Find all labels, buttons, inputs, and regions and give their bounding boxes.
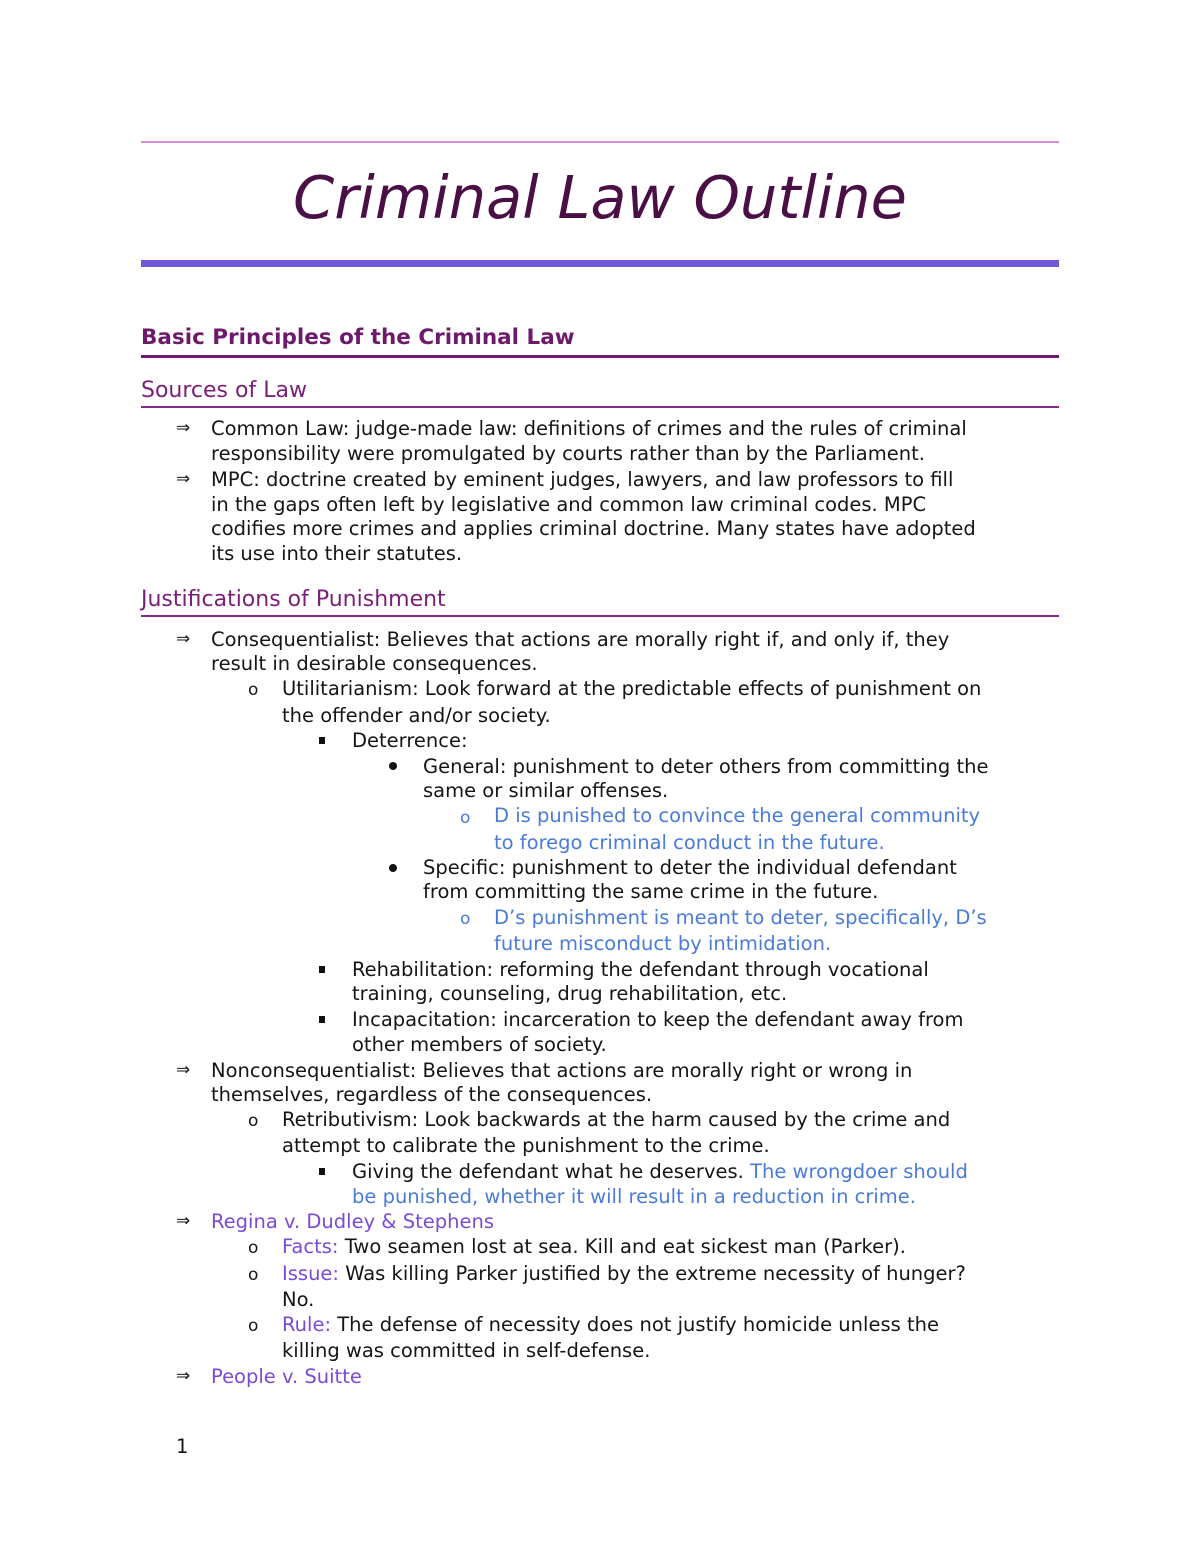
circle-marker: o [248, 1316, 259, 1336]
facts-text: Two seamen lost at sea. Kill and eat sickest man (Parker). [344, 1235, 906, 1258]
utilitarianism-line-2: the offender and/or society. [282, 704, 551, 727]
deserves-line-1 [352, 1159, 968, 1184]
document-title: Criminal Law Outline [293, 163, 907, 232]
square-bullet [319, 1168, 325, 1175]
dudley-rule-line-1 [282, 1312, 939, 1337]
dudley-issue-line-2: No. [282, 1288, 315, 1311]
square-bullet [319, 1016, 325, 1023]
round-bullet [389, 864, 397, 872]
case-suitte-name: People v. Suitte [211, 1365, 362, 1388]
square-bullet [319, 737, 325, 744]
consequentialist-line-2: result in desirable consequences. [211, 652, 538, 675]
general-note-line-1: D is punished to convince the general community [494, 804, 981, 827]
arrow-marker: ⇒ [176, 1366, 191, 1386]
retributivism-line-1: Retributivism: Look backwards at the harm caused by the crime and [282, 1108, 951, 1131]
nonconsequentialist-line-2: themselves, regardless of the consequences. [211, 1083, 653, 1106]
subheading-justifications: Justifications of Punishment [141, 585, 1059, 617]
nonconsequentialist-line-1: Nonconsequentialist: Believes that actions are morally right or wrong in [211, 1059, 913, 1082]
common-law-line-1: Common Law: judge-made law: definitions of crimes and the rules of criminal [211, 417, 967, 440]
section-heading: Basic Principles of the Criminal Law [141, 323, 1059, 358]
arrow-marker: ⇒ [176, 1211, 191, 1231]
mpc-line-3: codifies more crimes and applies criminal doctrine. Many states have adopted [211, 517, 976, 540]
mpc-line-4: its use into their statutes. [211, 542, 463, 565]
specific-note-line-2: future misconduct by intimidation. [494, 932, 832, 955]
circle-marker: o [248, 1265, 259, 1285]
specific-line-2: from committing the same crime in the future. [423, 880, 879, 903]
rehabilitation-line-2: training, counseling, drug rehabilitation, etc. [352, 982, 788, 1005]
deserves-note-2: be punished, whether it will result in a reduction in crime. [352, 1185, 916, 1208]
round-bullet [389, 762, 397, 770]
deserves-note-1: The wrongdoer should [750, 1160, 968, 1183]
mpc-line-1: MPC: doctrine created by eminent judges, lawyers, and law professors to fill [211, 468, 954, 491]
incapacitation-line-1: Incapacitation: incarceration to keep the defendant away from [352, 1008, 964, 1031]
square-bullet [319, 966, 325, 973]
title-top-rule [141, 141, 1059, 143]
issue-label: Issue: [282, 1262, 339, 1285]
facts-label: Facts: [282, 1235, 339, 1258]
dudley-issue-line-1 [282, 1261, 966, 1286]
circle-marker: o [460, 808, 471, 828]
retributivism-line-2: attempt to calibrate the punishment to the crime. [282, 1134, 770, 1157]
dudley-rule-line-2: killing was committed in self-defense. [282, 1339, 651, 1362]
specific-line-1: Specific: punishment to deter the individual defendant [423, 856, 957, 879]
rule-label: Rule: [282, 1313, 332, 1336]
common-law-line-2: responsibility were promulgated by courts rather than by the Parliament. [211, 442, 925, 465]
circle-marker: o [248, 1111, 259, 1131]
title-bottom-rule [141, 260, 1059, 267]
general-note-line-2: to forego criminal conduct in the future. [494, 831, 885, 854]
dudley-facts-line [282, 1234, 906, 1259]
circle-marker: o [460, 909, 471, 929]
rule-text: The defense of necessity does not justify homicide unless the [337, 1313, 939, 1336]
general-line-2: same or similar offenses. [423, 779, 669, 802]
incapacitation-line-2: other members of society. [352, 1033, 607, 1056]
circle-marker: o [248, 680, 259, 700]
arrow-marker: ⇒ [176, 469, 191, 489]
utilitarianism-line-1: Utilitarianism: Look forward at the predictable effects of punishment on [282, 677, 982, 700]
deterrence-line: Deterrence: [352, 729, 468, 752]
rehabilitation-line-1: Rehabilitation: reforming the defendant through vocational [352, 958, 929, 981]
arrow-marker: ⇒ [176, 629, 191, 649]
general-line-1: General: punishment to deter others from committing the [423, 755, 989, 778]
circle-marker: o [248, 1238, 259, 1258]
arrow-marker: ⇒ [176, 1060, 191, 1080]
issue-text: Was killing Parker justified by the extreme necessity of hunger? [345, 1262, 966, 1285]
case-dudley-name: Regina v. Dudley & Stephens [211, 1210, 494, 1233]
mpc-line-2: in the gaps often left by legislative and common law criminal codes. MPC [211, 493, 927, 516]
subheading-sources: Sources of Law [141, 376, 1059, 408]
page-number: 1 [176, 1435, 189, 1458]
deserves-text: Giving the defendant what he deserves. [352, 1160, 744, 1183]
arrow-marker: ⇒ [176, 418, 191, 438]
specific-note-line-1: D’s punishment is meant to deter, specifically, D’s [494, 906, 987, 929]
consequentialist-line-1: Consequentialist: Believes that actions are morally right if, and only if, they [211, 628, 950, 651]
